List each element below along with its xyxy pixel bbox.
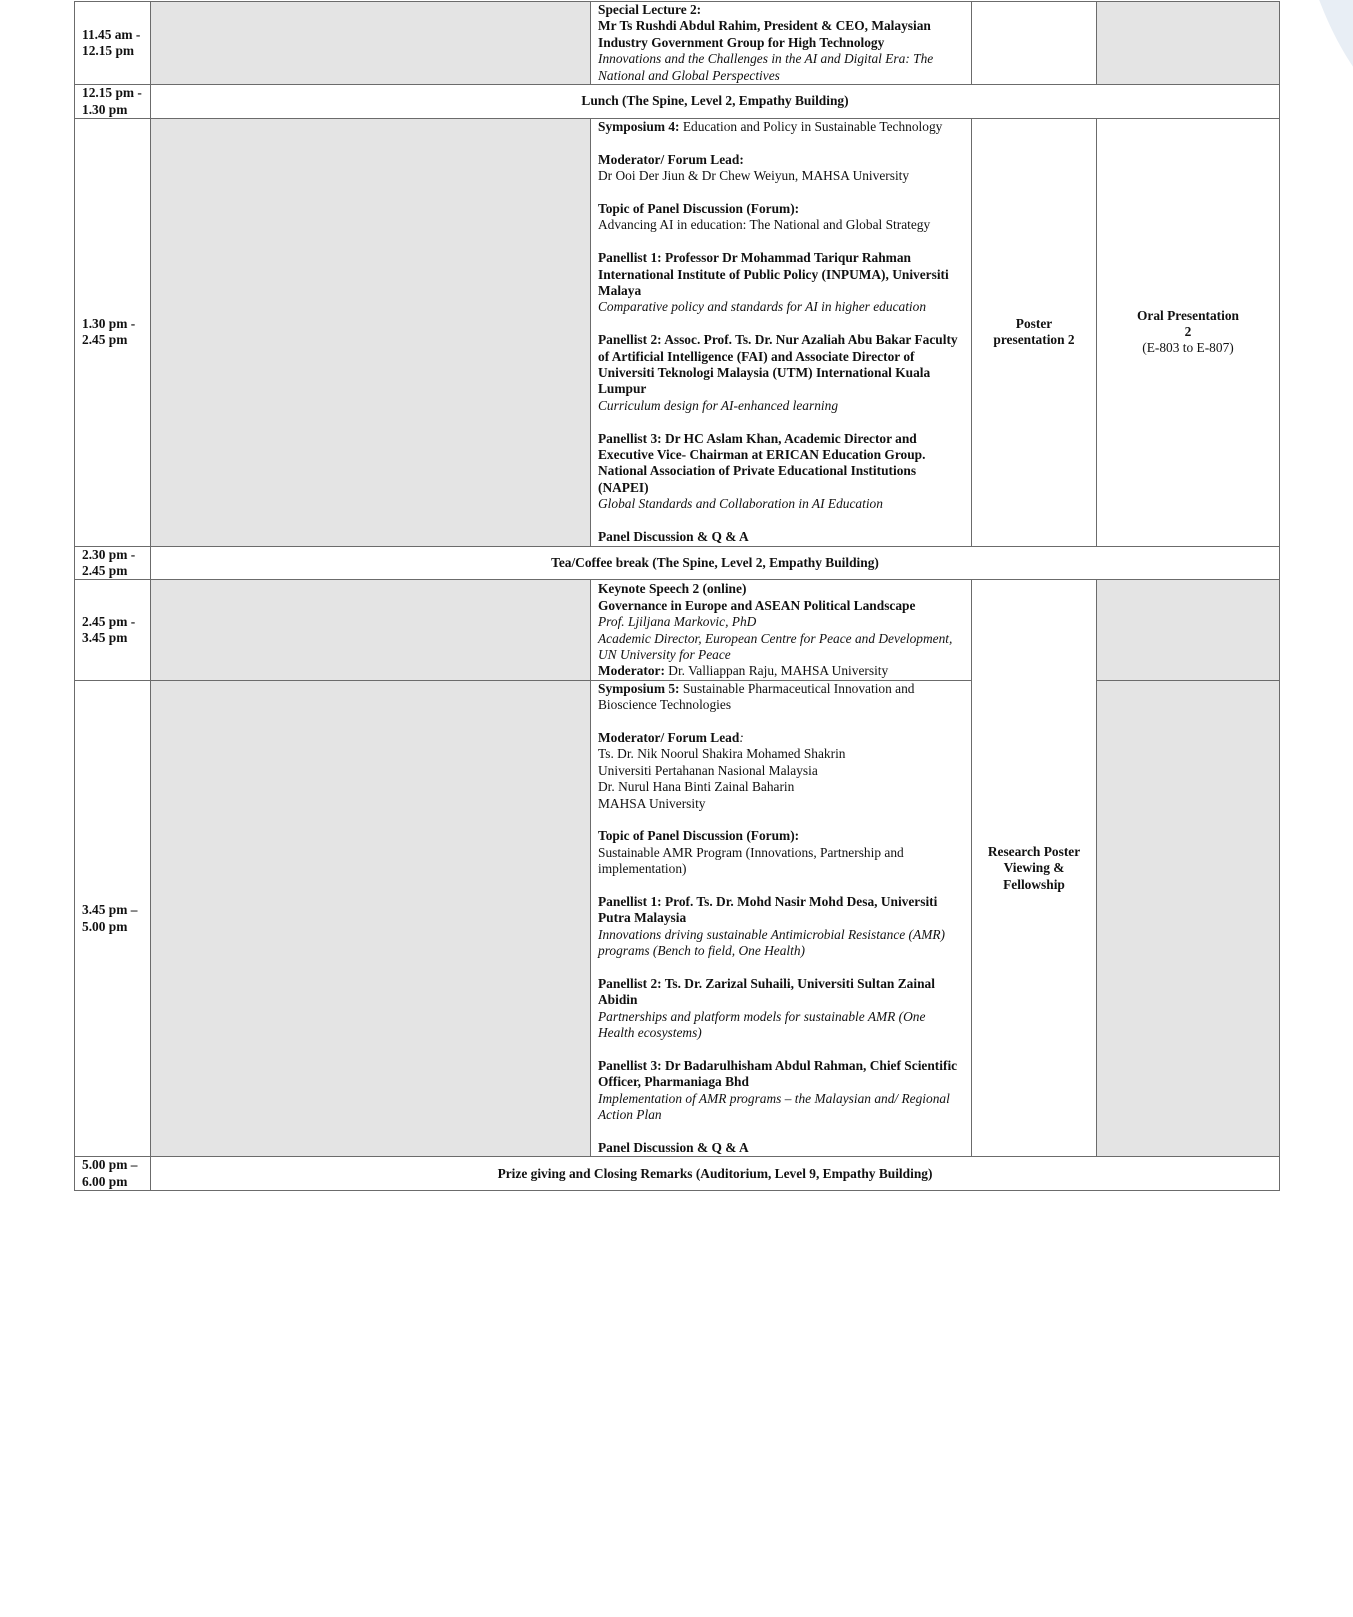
forum-topic: Sustainable AMR Program (Innovations, Partnership and implementation) [598,844,904,877]
empty-cell [1097,2,1280,85]
moderator-line: Universiti Pertahanan Nasional Malaysia [598,762,818,778]
oral-title: Oral Presentation 2 [1136,307,1240,340]
break-label: Lunch (The Spine, Level 2, Empathy Building) [151,85,1280,119]
time-cell: 11.45 am - 12.15 pm [75,2,151,85]
row-special-lecture [75,2,1280,85]
panellist-1: Panellist 1: Prof. Ts. Dr. Mohd Nasir Mohd Desa, Universiti Putra Malaysia [598,893,938,926]
keynote-title: Governance in Europe and ASEAN Political Landscape [598,597,916,613]
speaker: Mr Ts Rushdi Abdul Rahim, President & CEO, Malaysian Industry Government Group for High Technology [598,18,931,50]
moderator-line: Ts. Dr. Nik Noorul Shakira Mohamed Shakrin [598,746,846,762]
row-lunch [75,85,1280,119]
panellist-1-topic: Comparative policy and standards for AI in higher education [598,299,927,315]
row-closing [75,1157,1280,1191]
panellist-1: Panellist 1: Professor Dr Mohammad Tariqur Rahman International Institute of Public Policy (INPUMA), Universiti Malaya [598,250,949,299]
break-label: Tea/Coffee break (The Spine, Level 2, Empathy Building) [151,546,1280,580]
empty-cell [151,2,591,85]
forum-topic: Advancing AI in education: The National and Global Strategy [598,217,931,233]
panel-discussion: Panel Discussion & Q & A [598,1140,749,1156]
break-label: Prize giving and Closing Remarks (Auditorium, Level 9, Empathy Building) [151,1157,1280,1191]
panellist-2-topic: Partnerships and platform models for sustainable AMR (One Health ecosystems) [598,1008,926,1041]
panellist-3: Panellist 3: Dr HC Aslam Khan, Academic Director and Executive Vice- Chairman at ERICAN Education Group. National Association of Private Educational Institutions (NAPEI) [598,430,926,495]
time-cell: 2.30 pm - 2.45 pm [75,546,151,580]
time-cell: 12.15 pm - 1.30 pm [75,85,151,119]
moderator-label: Moderator/ Forum Lead: [598,151,744,167]
symposium-heading: Symposium 5: Sustainable Pharmaceutical Innovation and Bioscience Technologies [598,680,915,713]
empty-cell [1097,580,1280,680]
panellist-3-topic: Implementation of AMR programs – the Malaysian and/ Regional Action Plan [598,1090,950,1123]
research-poster-cell [972,580,1097,1157]
row-keynote [75,580,1280,680]
session-cell [591,680,972,1157]
research-poster-label: Research Poster Viewing & Fellowship [987,843,1081,892]
panel-discussion: Panel Discussion & Q & A [598,529,749,545]
keynote-speaker: Prof. Ljiljana Markovic, PhD [598,614,757,630]
topic-label: Topic of Panel Discussion (Forum): [598,201,800,217]
session-heading: Special Lecture 2: [598,2,702,17]
panellist-1-topic: Innovations driving sustainable Antimicrobial Resistance (AMR) programs (Bench to field, One Health) [598,926,945,959]
lecture-topic: Innovations and the Challenges in the AI and Digital Era: The National and Global Perspectives [598,51,934,83]
keynote-heading: Keynote Speech 2 (online) [598,581,747,597]
panellist-2: Panellist 2: Assoc. Prof. Ts. Dr. Nur Azaliah Abu Bakar Faculty of Artificial Intelligence (FAI) and Associate Director of Universiti Teknologi Malaysia (UTM) International Kuala Lumpur [598,332,958,397]
oral-cell [1097,119,1280,546]
session-cell [591,580,972,680]
moderator: Dr Ooi Der Jiun & Dr Chew Weiyun, MAHSA University [598,168,910,184]
empty-cell [151,119,591,546]
session-cell [591,2,972,85]
panellist-3: Panellist 3: Dr Badarulhisham Abdul Rahman, Chief Scientific Officer, Pharmaniaga Bhd [598,1058,958,1090]
empty-cell [151,680,591,1157]
row-tea [75,546,1280,580]
row-symposium-5 [75,680,1280,1157]
schedule-table [74,1,1280,1191]
time-cell: 1.30 pm - 2.45 pm [75,119,151,546]
time-cell: 3.45 pm – 5.00 pm [75,680,151,1157]
moderator-label: Moderator/ Forum Lead: [598,729,744,745]
panellist-2: Panellist 2: Ts. Dr. Zarizal Suhaili, Universiti Sultan Zainal Abidin [598,976,935,1008]
oral-rooms: (E-803 to E-807) [1142,340,1234,356]
moderator-line: Dr. Nurul Hana Binti Zainal Baharin [598,779,795,795]
row-symposium-4 [75,119,1280,546]
time-cell: 5.00 pm – 6.00 pm [75,1157,151,1191]
session-cell [591,119,972,546]
empty-cell [1097,680,1280,1157]
poster-label: Poster presentation 2 [993,315,1075,348]
keynote-moderator: Moderator: Dr. Valliappan Raju, MAHSA University [598,663,889,679]
moderator-line: MAHSA University [598,795,706,811]
symposium-heading: Symposium 4: Education and Policy in Sustainable Technology [598,119,943,135]
poster-cell [972,119,1097,546]
empty-cell [972,2,1097,85]
time-cell: 2.45 pm - 3.45 pm [75,580,151,680]
keynote-affiliation: Academic Director, European Centre for Peace and Development, UN University for Peace [598,630,953,662]
empty-cell [151,580,591,680]
panellist-2-topic: Curriculum design for AI-enhanced learning [598,397,839,413]
panellist-3-topic: Global Standards and Collaboration in AI Education [598,496,883,512]
topic-label: Topic of Panel Discussion (Forum): [598,828,800,844]
